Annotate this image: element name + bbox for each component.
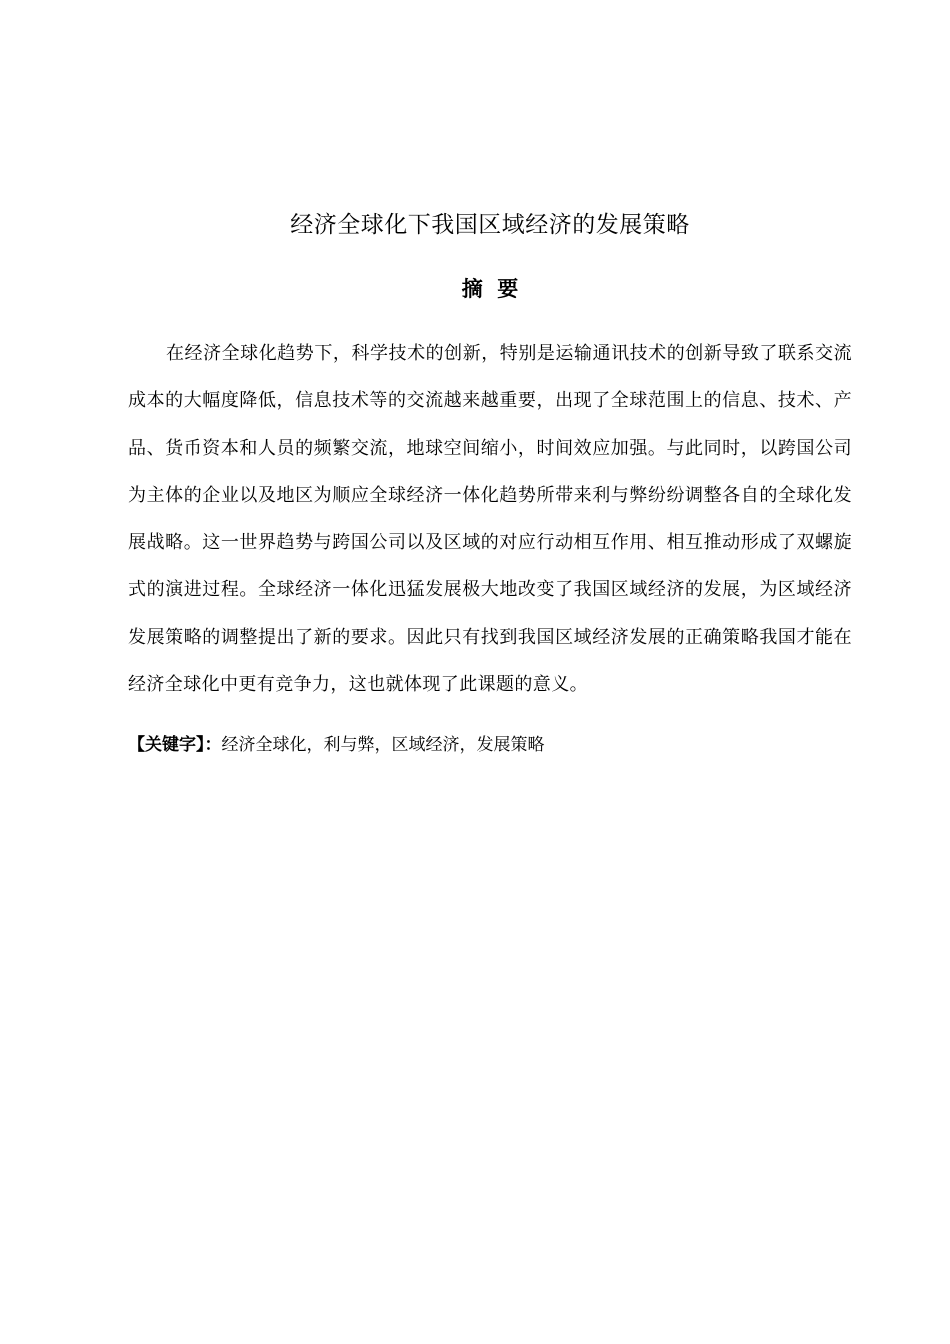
abstract-heading: 摘 要 [461, 277, 519, 301]
keywords-label: 【关键字】： [128, 735, 222, 755]
keywords-value: 经济全球化，利与弊，区域经济，发展策略 [221, 735, 545, 755]
document-title: 经济全球化下我国区域经济的发展策略 [290, 212, 690, 238]
keywords-line [128, 728, 852, 762]
abstract-body: 在经济全球化趋势下，科学技术的创新，特别是运输通讯技术的创新导致了联系交流成本的大幅度降低，信息技术等的交流越来越重要，出现了全球范围上的信息、技术、产品、货币资本和人员的频繁交流，地球空间缩小，时间效应加强。与此同时，以跨国公司为主体的企业以及地区为顺应全球经济一体化趋势所带来利与弊纷纷调整各自的全球化发展战略。这一世界趋势与跨国公司以及区域的对应行动相互作用、相互推动形成了双螺旋式的演进过程。全球经济一体化迅猛发展极大地改变了我国区域经济的发展，为区域经济发展策略的调整提出了新的要求。因此只有找到我国区域经济发展的正确策略我国才能在经济全球化中更有竞争力，这也就体现了此课题的意义。 [128, 343, 852, 696]
